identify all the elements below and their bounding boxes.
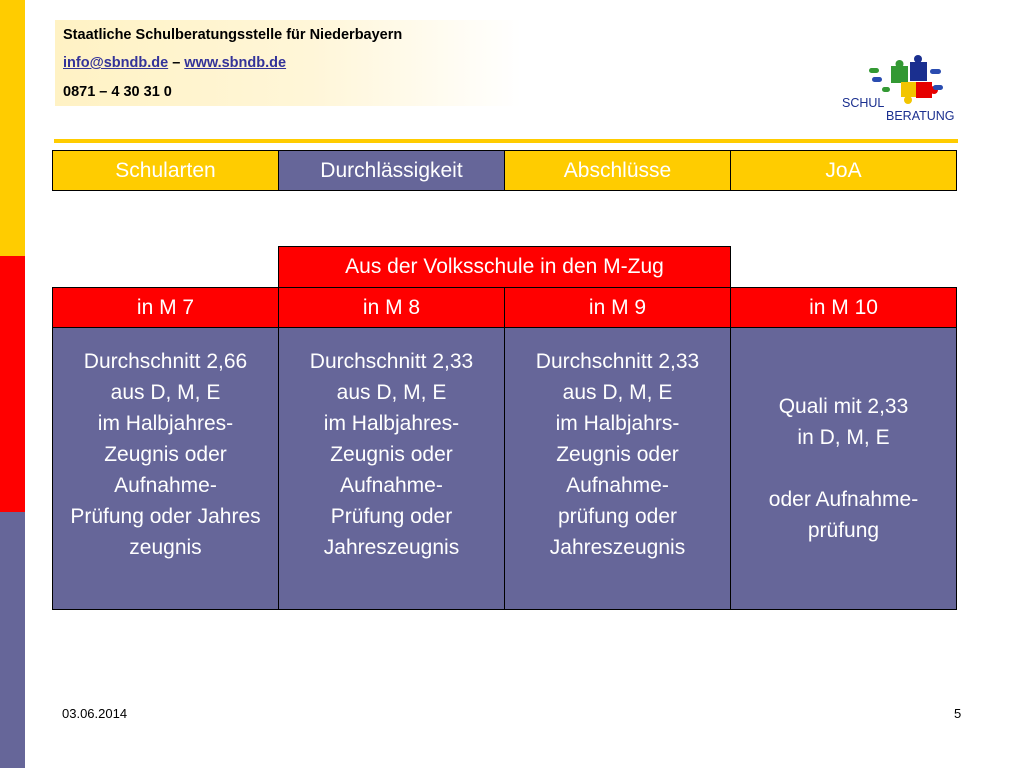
requirement-line: Quali mit 2,33 xyxy=(778,395,909,418)
requirement-line: aus D, M, E xyxy=(336,381,447,404)
phone-number: 0871 – 4 30 31 0 xyxy=(63,84,172,100)
requirement-line: Durchschnitt 2,33 xyxy=(309,350,474,373)
requirement-line: prüfung oder xyxy=(557,505,678,528)
logo-text-schul: SCHUL xyxy=(842,96,885,110)
grade-header-m9: in M 9 xyxy=(504,287,731,328)
requirement-line: Zeugnis oder xyxy=(330,443,453,466)
requirement-cell-m10 xyxy=(730,327,957,610)
requirement-line: Zeugnis oder xyxy=(556,443,679,466)
footer-date: 03.06.2014 xyxy=(62,706,128,721)
requirement-line: in D, M, E xyxy=(797,426,890,449)
table-heading: Aus der Volksschule in den M-Zug xyxy=(278,246,731,287)
contact-separator: – xyxy=(172,55,181,71)
organization-name: Staatliche Schulberatungsstelle für Niederbayern xyxy=(63,27,403,43)
requirement-line: Prüfung oder xyxy=(330,505,453,528)
contact-line xyxy=(63,55,286,71)
requirement-line: Zeugnis oder xyxy=(104,443,227,466)
side-bar-yellow xyxy=(0,0,25,256)
requirement-line: Jahreszeugnis xyxy=(549,536,686,559)
requirement-line: zeugnis xyxy=(129,536,202,559)
schulberatung-logo xyxy=(838,52,962,124)
requirement-cell-m9 xyxy=(504,327,731,610)
tab-joa[interactable]: JoA xyxy=(730,150,957,191)
side-bar-blue xyxy=(0,512,25,768)
requirement-line: Aufnahme- xyxy=(566,474,669,497)
requirement-line: aus D, M, E xyxy=(562,381,673,404)
header-divider xyxy=(54,139,958,143)
requirement-line: aus D, M, E xyxy=(110,381,221,404)
tab-abschluesse[interactable]: Abschlüsse xyxy=(504,150,731,191)
requirement-line: Durchschnitt 2,33 xyxy=(535,350,700,373)
requirement-line: Durchschnitt 2,66 xyxy=(83,350,248,373)
requirement-line: Aufnahme- xyxy=(114,474,217,497)
website-link[interactable]: www.sbndb.de xyxy=(184,55,287,71)
logo-text-beratung: BERATUNG xyxy=(886,109,955,123)
tab-schularten[interactable]: Schularten xyxy=(52,150,279,191)
requirement-line: prüfung xyxy=(807,519,880,542)
requirement-line: im Halbjahres- xyxy=(97,412,234,435)
requirement-line: im Halbjahres- xyxy=(323,412,460,435)
requirement-line: Aufnahme- xyxy=(340,474,443,497)
requirement-line: Prüfung oder Jahres xyxy=(70,505,261,528)
grade-header-m7: in M 7 xyxy=(52,287,279,328)
requirement-cell-m7 xyxy=(52,327,279,610)
tab-durchlaessigkeit[interactable]: Durchlässigkeit xyxy=(278,150,505,191)
page-number: 5 xyxy=(954,706,962,721)
requirement-line: im Halbjahrs- xyxy=(555,412,680,435)
requirement-cell-m8 xyxy=(278,327,505,610)
grade-header-m10: in M 10 xyxy=(730,287,957,328)
requirement-line-blank xyxy=(769,453,918,484)
grade-header-m8: in M 8 xyxy=(278,287,505,328)
side-bar-red xyxy=(0,256,25,512)
email-link[interactable]: info@sbndb.de xyxy=(63,55,169,71)
requirement-line: Jahreszeugnis xyxy=(323,536,460,559)
requirement-line: oder Aufnahme- xyxy=(768,488,919,511)
